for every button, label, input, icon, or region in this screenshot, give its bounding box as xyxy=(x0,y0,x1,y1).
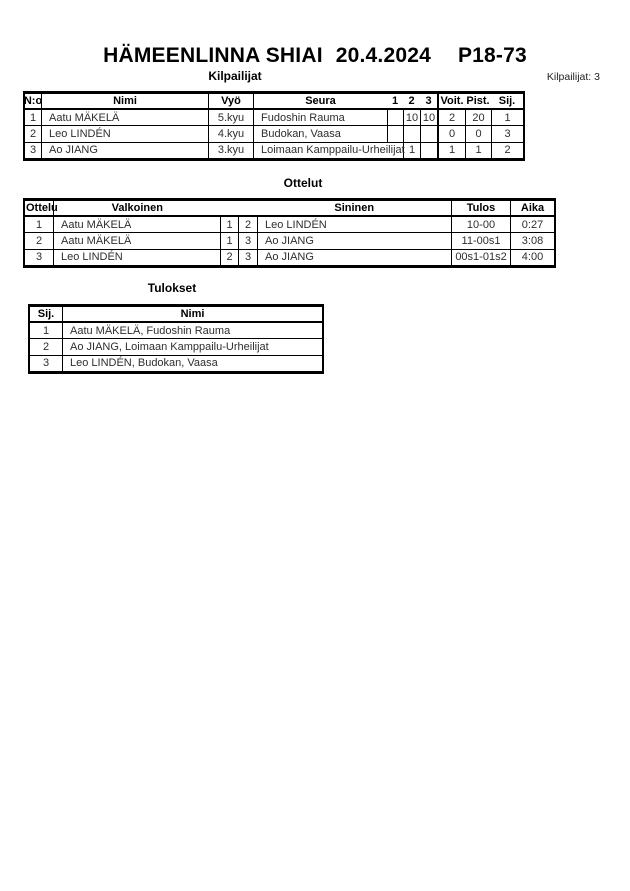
score-vs-3: 10 xyxy=(420,110,437,125)
wins-value: 2 xyxy=(437,110,465,125)
title-event: HÄMEENLINNA SHIAI xyxy=(103,44,323,67)
tulokset-table xyxy=(28,304,324,374)
competitor-number: 1 xyxy=(29,111,37,124)
white-fighter-name: Aatu MÄKELÄ xyxy=(53,217,220,232)
section-heading-ottelut: Ottelut xyxy=(283,176,323,190)
placement-value: 3 xyxy=(491,126,523,141)
col-header-score3: 3 xyxy=(425,95,432,107)
result-row xyxy=(30,323,322,338)
col-header-score1: 1 xyxy=(391,95,399,107)
match-time: 3:08 xyxy=(510,233,554,248)
points-value: 20 xyxy=(465,110,491,125)
match-row xyxy=(25,232,554,248)
competitor-club: Fudoshin Rauma xyxy=(253,110,387,125)
col-header-score2: 2 xyxy=(408,95,415,107)
competitor-count-label: Kilpailijat: 3 xyxy=(546,71,600,83)
wins-value: 0 xyxy=(437,126,465,141)
score-vs-2: 1 xyxy=(403,143,420,158)
col-header-valkoinen: Valkoinen xyxy=(111,202,163,214)
blue-fighter-name: Leo LINDÉN xyxy=(257,217,451,232)
col-header-sij: Sij. xyxy=(498,95,516,107)
blue-fighter-name: Ao JIANG xyxy=(257,250,451,265)
white-fighter-number: 1 xyxy=(220,233,238,248)
result-name: Aatu MÄKELÄ, Fudoshin Rauma xyxy=(62,323,322,338)
col-header-no: N:o xyxy=(23,95,43,107)
points-value: 1 xyxy=(465,143,491,158)
score-vs-1 xyxy=(387,126,403,141)
result-row xyxy=(30,355,322,371)
result-placement: 2 xyxy=(42,340,50,353)
white-fighter-number: 1 xyxy=(220,217,238,232)
col-header-vyo: Vyö xyxy=(208,94,253,108)
competitor-name: Leo LINDÉN xyxy=(41,126,208,141)
competitor-number: 2 xyxy=(29,127,37,140)
col-header-pist: Pist. xyxy=(466,95,490,107)
match-number: 1 xyxy=(35,218,43,231)
score-vs-2 xyxy=(403,126,420,141)
col-header-sininen: Sininen xyxy=(334,202,375,214)
result-row xyxy=(30,338,322,354)
col-header-voit: Voit. xyxy=(437,94,465,108)
section-heading-kilpailijat: Kilpailijat xyxy=(208,69,262,83)
col-header-nimi: Nimi xyxy=(41,94,208,108)
competitor-name: Ao JIANG xyxy=(41,143,208,158)
competitor-name: Aatu MÄKELÄ xyxy=(41,110,208,125)
white-fighter-name: Leo LINDÉN xyxy=(53,250,220,265)
match-time: 4:00 xyxy=(510,250,554,265)
score-vs-2: 10 xyxy=(403,110,420,125)
competitor-row xyxy=(25,142,523,158)
competitor-number: 3 xyxy=(29,144,37,157)
title-category: P18-73 xyxy=(457,44,527,67)
match-row xyxy=(25,217,554,232)
ottelut-header-row xyxy=(25,201,554,217)
col-header-aika: Aika xyxy=(510,201,554,215)
match-number: 3 xyxy=(35,251,43,264)
points-value: 0 xyxy=(465,126,491,141)
result-placement: 1 xyxy=(42,324,50,337)
competitor-club: Budokan, Vaasa xyxy=(253,126,387,141)
wins-value: 1 xyxy=(437,143,465,158)
white-fighter-number: 2 xyxy=(220,250,238,265)
section-heading-tulokset: Tulokset xyxy=(147,281,197,295)
blue-fighter-name: Ao JIANG xyxy=(257,233,451,248)
score-vs-3 xyxy=(420,143,437,158)
blue-fighter-number: 3 xyxy=(238,250,257,265)
title-date: 20.4.2024 xyxy=(335,44,431,67)
match-number: 2 xyxy=(35,234,43,247)
score-vs-3 xyxy=(420,126,437,141)
placement-value: 2 xyxy=(491,143,523,158)
competitor-belt: 3.kyu xyxy=(208,143,253,158)
kilpailijat-table xyxy=(23,91,525,161)
col-header-fighters xyxy=(53,201,451,215)
match-time: 0:27 xyxy=(510,217,554,232)
kilpailijat-header-row xyxy=(25,94,523,110)
white-fighter-name: Aatu MÄKELÄ xyxy=(53,233,220,248)
competitor-row xyxy=(25,125,523,141)
col-header-seura: Seura xyxy=(253,94,387,108)
placement-value: 1 xyxy=(491,110,523,125)
match-row xyxy=(25,249,554,265)
result-name: Ao JIANG, Loimaan Kamppailu-Urheilijat xyxy=(62,339,322,354)
competitor-belt: 5.kyu xyxy=(208,110,253,125)
page-title xyxy=(0,44,630,68)
blue-fighter-number: 3 xyxy=(238,233,257,248)
match-result: 11-00s1 xyxy=(451,233,510,248)
tulokset-header-row xyxy=(30,307,322,323)
col-header-sij: Sij. xyxy=(37,308,55,320)
result-placement: 3 xyxy=(42,357,50,370)
result-name: Leo LINDÉN, Budokan, Vaasa xyxy=(62,356,322,371)
col-header-nimi: Nimi xyxy=(62,307,322,321)
competitor-club-text: Loimaan Kamppailu-Urheilijat xyxy=(261,144,405,157)
match-result: 10-00 xyxy=(451,217,510,232)
ottelut-table xyxy=(23,198,556,268)
score-vs-1 xyxy=(387,110,403,125)
match-result: 00s1-01s2 xyxy=(451,250,510,265)
competitor-row xyxy=(25,110,523,125)
blue-fighter-number: 2 xyxy=(238,217,257,232)
col-header-ottelu: Ottelu xyxy=(26,202,58,214)
col-header-tulos: Tulos xyxy=(451,201,510,215)
competitor-belt: 4.kyu xyxy=(208,126,253,141)
competitor-club xyxy=(253,143,405,158)
